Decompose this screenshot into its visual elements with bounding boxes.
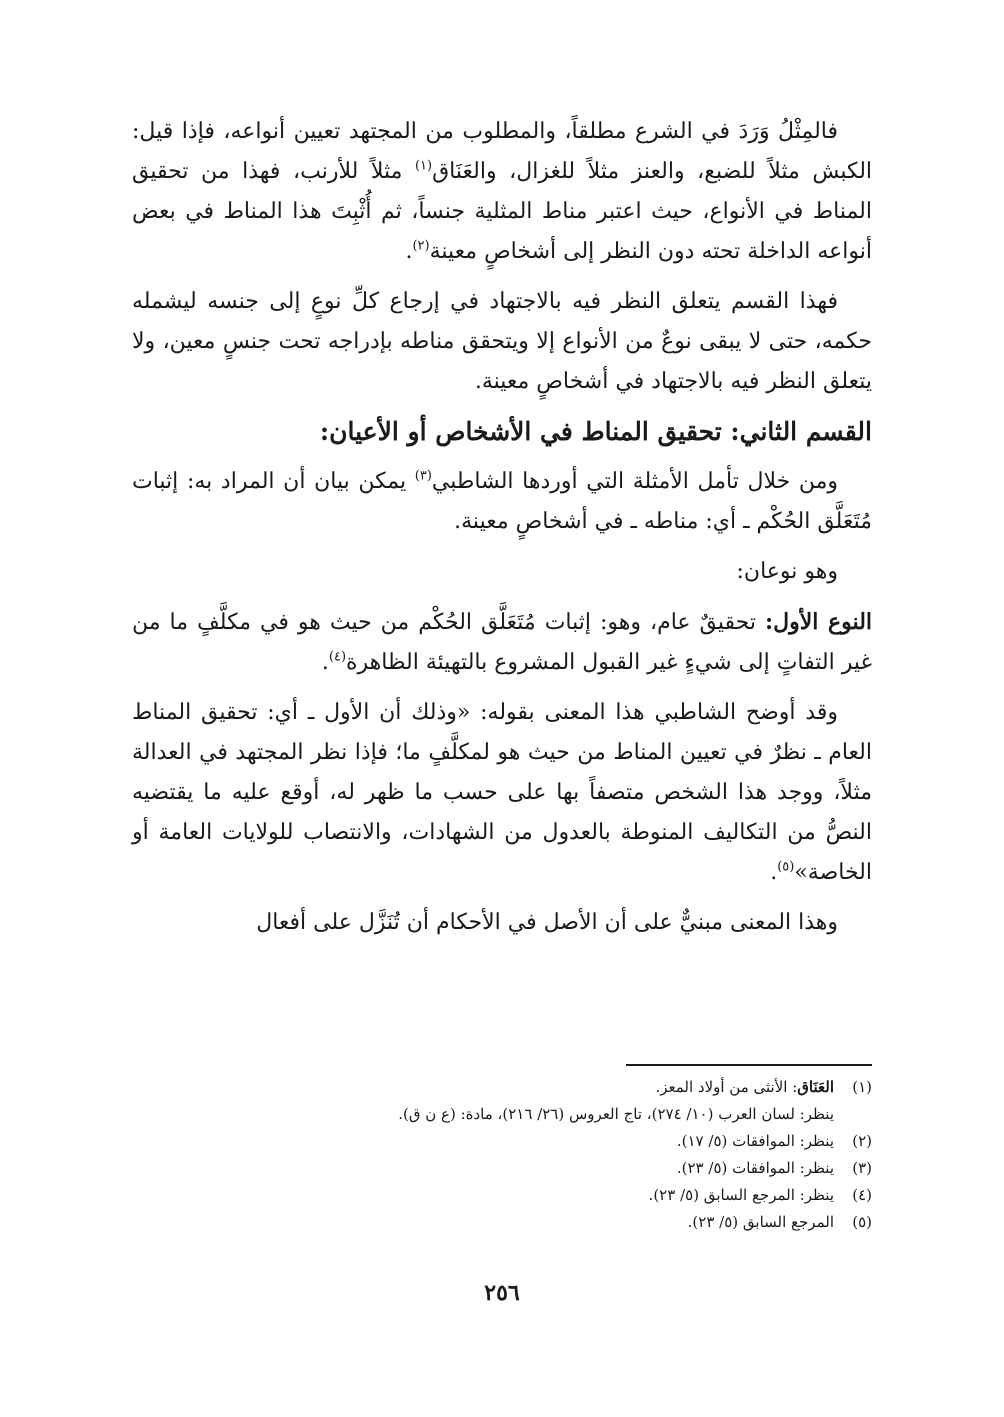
type-one-term: النوع الأول:: [765, 609, 873, 635]
footnote-1: [132, 1074, 872, 1101]
paragraph-3-text-a: ومن خلال تأمل الأمثلة التي أوردها الشاطبي: [431, 469, 838, 494]
footnote-1-continuation: [132, 1101, 872, 1128]
paragraph-5: [132, 602, 872, 683]
footnote-number: (٥): [852, 1213, 872, 1231]
footnote-text: المرجع السابق (٥/ ٢٣).: [687, 1213, 834, 1231]
footnote-number: (١): [852, 1078, 872, 1096]
paragraph-1-end: .: [405, 239, 413, 264]
footnote-ref-3[interactable]: (٣): [414, 468, 432, 484]
footnote-ref-4[interactable]: (٤): [328, 649, 347, 665]
paragraph-6-end: .: [770, 860, 778, 885]
page-body: [132, 112, 872, 953]
paragraph-5-text: تحقيقٌ عام، وهو: إثبات مُتَعَلَّق الحُكْم من حيث هو في مكلَّفٍ ما من غير التفاتٍ إلى شيءٍ غير القبول المشروع بالتهيئة الظاهرة: [132, 610, 872, 675]
footnote-2: [132, 1128, 872, 1155]
paragraph-5-end: .: [321, 650, 329, 675]
footnote-text: ينظر: المرجع السابق (٥/ ٢٣).: [648, 1186, 834, 1204]
footnote-ref-1[interactable]: (١): [414, 158, 433, 174]
footnotes-section: [132, 1064, 872, 1236]
section-heading: القسم الثاني: تحقيق المناط في الأشخاص أو الأعيان:: [319, 417, 872, 446]
footnote-text: ينظر: لسان العرب (١٠/ ٢٧٤)، تاج العروس (٢٦/ ٢١٦)، مادة: (ع ن ق).: [398, 1105, 834, 1123]
footnote-ref-2[interactable]: (٢): [412, 238, 430, 254]
footnote-text: ينظر: الموافقات (٥/ ٢٣).: [676, 1159, 834, 1177]
footnote-divider: [626, 1064, 872, 1066]
footnote-3: [132, 1155, 872, 1182]
paragraph-1: [132, 112, 872, 272]
paragraph-6-text: وقد أوضح الشاطبي هذا المعنى بقوله: «وذلك أن الأول ـ أي: تحقيق المناط العام ـ نظرٌ في تعيين المناط من حيث هو لمكلَّفٍ ما؛ فإذا نظر المجتهد في العدالة مثلاً، ووجد هذا الشخص متصفاً بها على حسب ما ظهر له، أوقع عليه ما يقتضيه النصُّ من التكاليف المنوطة بالعدول من الشهادات، والانتصاب للولايات العامة أو الخاصة»: [132, 700, 872, 885]
footnote-text: ينظر: الموافقات (٥/ ١٧).: [676, 1132, 834, 1150]
footnote-term: العَنَاق: [797, 1078, 834, 1096]
paragraph-3: [132, 462, 872, 542]
paragraph-4: وهو نوعان:: [736, 559, 838, 584]
footnote-number: (٢): [852, 1132, 872, 1150]
footnote-4: [132, 1182, 872, 1209]
footnote-ref-5[interactable]: (٥): [777, 859, 795, 875]
paragraph-1-text-b: مثلاً للأرنب، فهذا من تحقيق المناط في الأنواع، حيث اعتبر مناط المثلية جنساً، ثم أُثْبِتَ هذا المناط في بعض أنواعه الداخلة تحته دون النظر إلى أشخاصٍ معينة: [132, 159, 872, 264]
paragraph-6: [132, 693, 872, 893]
paragraph-2: فهذا القسم يتعلق النظر فيه بالاجتهاد في إرجاع كلِّ نوعٍ إلى جنسه ليشمله حكمه، حتى لا يبقى نوعٌ من الأنواع إلا ويتحقق مناطه بإدراجه تحت جنسٍ معين، ولا يتعلق النظر فيه بالاجتهاد في أشخاصٍ معينة.: [132, 289, 872, 394]
footnote-number: (٤): [852, 1186, 872, 1204]
paragraph-7: وهذا المعنى مبنيٌّ على أن الأصل في الأحكام أن تُنَزَّل على أفعال: [256, 910, 838, 935]
paragraph-1-text-a: فالمِثْلُ وَرَدَ في الشرع مطلقاً، والمطلوب من المجتهد تعيين أنواعه، فإذا قيل: الكبش مثلاً للضبع، والعنز مثلاً للغزال، والعَنَاق: [132, 119, 873, 184]
footnote-5: [132, 1209, 872, 1236]
footnote-text: [132, 1074, 834, 1101]
footnote-number: (٣): [852, 1159, 872, 1177]
page-number: ٢٥٦: [484, 1280, 520, 1306]
footnote-body: : الأنثى من أولاد المعز.: [655, 1078, 798, 1096]
paragraph-3-text-b: يمكن بيان أن المراد به: إثبات مُتَعَلَّق الحُكْم ـ أي: مناطه ـ في أشخاصٍ معينة.: [132, 469, 872, 534]
